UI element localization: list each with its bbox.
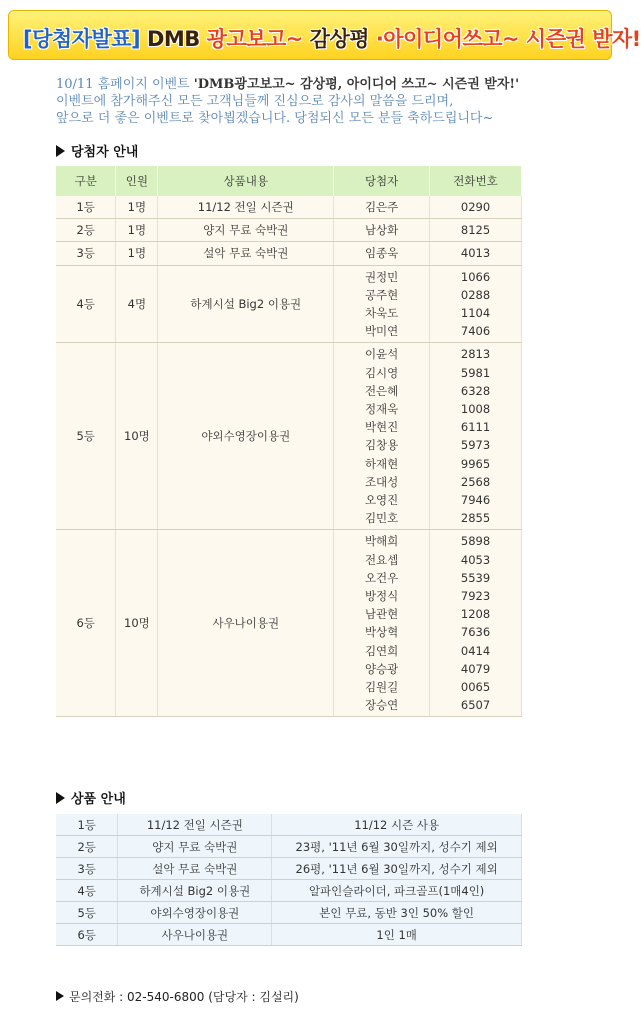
winner-name: 이윤석 bbox=[364, 347, 399, 362]
rank-cell: 5등 bbox=[56, 343, 116, 530]
winner-name: 김원길 bbox=[364, 680, 399, 695]
prize-cell: 야외수영장이용권 bbox=[158, 343, 334, 530]
count-cell: 1명 bbox=[116, 219, 158, 242]
prize-rank-cell: 5등 bbox=[56, 902, 118, 924]
triangle-bullet-icon bbox=[56, 145, 65, 157]
winner-phone: 5898 bbox=[460, 534, 491, 549]
winners-header-row bbox=[56, 166, 522, 196]
rank-cell: 2등 bbox=[56, 219, 116, 242]
winner-name: 박해희 bbox=[364, 534, 399, 549]
winner-phone: 4079 bbox=[460, 661, 491, 676]
winner-name: 권정민 bbox=[364, 269, 399, 284]
winner-phone: 1208 bbox=[460, 607, 491, 622]
prize-row bbox=[56, 836, 522, 858]
count-cell: 10명 bbox=[116, 343, 158, 530]
prize-cell: 11/12 전일 시즌권 bbox=[158, 196, 334, 219]
prize-note-cell: 알파인슬라이더, 파크골프(1매4인) bbox=[272, 880, 522, 902]
prize-cell: 설악 무료 숙박권 bbox=[158, 242, 334, 265]
winner-row bbox=[56, 530, 522, 717]
prize-heading-label: 상품 안내 bbox=[71, 792, 126, 807]
winners-heading bbox=[56, 141, 138, 160]
winner-phone: 1066 bbox=[460, 269, 491, 284]
prize-table-body bbox=[56, 814, 522, 946]
banner-part4: ·아이디어쓰고~ bbox=[375, 27, 520, 51]
prize-table bbox=[56, 814, 522, 946]
intro-line1 bbox=[56, 76, 596, 93]
winner-phone: 6111 bbox=[460, 420, 491, 435]
banner-part1: DMB bbox=[146, 27, 207, 51]
winner-name: 박현진 bbox=[364, 420, 399, 435]
intro-line1-prefix: 10/11 홈페이지 이벤트 bbox=[56, 77, 194, 92]
winner-phone: 7946 bbox=[460, 493, 491, 508]
prize-rank-cell: 1등 bbox=[56, 814, 118, 836]
winner-phones-cell bbox=[430, 530, 522, 717]
banner-part5: 시즌권 받자! bbox=[519, 27, 641, 51]
winner-phone: 8125 bbox=[460, 223, 491, 238]
winner-name: 오영진 bbox=[364, 493, 399, 508]
prize-row bbox=[56, 880, 522, 902]
winner-phone: 0414 bbox=[460, 643, 491, 658]
count-cell: 1명 bbox=[116, 242, 158, 265]
winner-phone: 4053 bbox=[460, 552, 491, 567]
winner-name: 남상화 bbox=[364, 223, 399, 238]
triangle-bullet-icon bbox=[56, 792, 65, 804]
winner-name: 양승광 bbox=[364, 661, 399, 676]
banner-part2: 광고보고~ bbox=[206, 27, 303, 51]
intro-event-title: 'DMB광고보고~ 감상평, 아이디어 쓰고~ 시즌권 받자!' bbox=[193, 77, 520, 92]
winner-phone: 1104 bbox=[460, 306, 491, 321]
prize-cell: 사우나이용권 bbox=[158, 530, 334, 717]
winner-name: 김시영 bbox=[364, 365, 399, 380]
winner-names-cell bbox=[334, 196, 430, 219]
winner-row bbox=[56, 242, 522, 265]
prize-row bbox=[56, 924, 522, 946]
prize-item-cell: 하계시설 Big2 이용권 bbox=[118, 880, 272, 902]
winner-name: 정재욱 bbox=[364, 402, 399, 417]
prize-note-cell: 본인 무료, 동반 3인 50% 할인 bbox=[272, 902, 522, 924]
winner-name: 김은주 bbox=[364, 200, 399, 214]
winner-name: 차욱도 bbox=[364, 306, 399, 321]
winner-phone: 5539 bbox=[460, 570, 491, 585]
header-winner: 당첨자 bbox=[334, 166, 430, 196]
prize-row bbox=[56, 902, 522, 924]
winner-phones-cell bbox=[430, 242, 522, 265]
winner-name: 공주현 bbox=[364, 287, 399, 302]
winner-phones-cell bbox=[430, 219, 522, 242]
prize-row bbox=[56, 814, 522, 836]
winner-phone: 1008 bbox=[460, 402, 491, 417]
header-rank: 구분 bbox=[56, 166, 116, 196]
header-phone: 전화번호 bbox=[430, 166, 522, 196]
winner-name: 김민호 bbox=[364, 511, 399, 526]
winner-row bbox=[56, 343, 522, 530]
prize-note-cell: 26평, '11년 6월 30일까지, 성수기 제외 bbox=[272, 858, 522, 880]
winner-phone: 5981 bbox=[460, 365, 491, 380]
triangle-bullet-icon bbox=[56, 991, 64, 1001]
prize-note-cell: 23평, '11년 6월 30일까지, 성수기 제외 bbox=[272, 836, 522, 858]
winner-phone: 9965 bbox=[460, 456, 491, 471]
winner-phone: 7636 bbox=[460, 625, 491, 640]
winner-names-cell bbox=[334, 219, 430, 242]
winner-name: 전요셉 bbox=[364, 552, 399, 567]
prize-note-cell: 1인 1매 bbox=[272, 924, 522, 946]
winner-row bbox=[56, 196, 522, 219]
intro-text bbox=[56, 76, 596, 127]
winner-phone: 7406 bbox=[460, 324, 491, 339]
prize-cell: 하계시설 Big2 이용권 bbox=[158, 265, 334, 343]
winner-phone: 2568 bbox=[460, 474, 491, 489]
winner-phone: 0288 bbox=[460, 287, 491, 302]
prize-item-cell: 11/12 전일 시즌권 bbox=[118, 814, 272, 836]
prize-cell: 양지 무료 숙박권 bbox=[158, 219, 334, 242]
contact-text: 문의전화 : 02-540-6800 (담당자 : 김설리) bbox=[69, 990, 299, 1004]
winner-name: 하재현 bbox=[364, 456, 399, 471]
winner-name: 박미연 bbox=[364, 324, 399, 339]
winner-name: 박상혁 bbox=[364, 625, 399, 640]
winner-name: 김창용 bbox=[364, 438, 399, 453]
winner-phone: 0065 bbox=[460, 680, 491, 695]
winner-phones-cell bbox=[430, 196, 522, 219]
rank-cell: 1등 bbox=[56, 196, 116, 219]
winner-names-cell bbox=[334, 242, 430, 265]
count-cell: 4명 bbox=[116, 265, 158, 343]
header-prize: 상품내용 bbox=[158, 166, 334, 196]
winner-phone: 6328 bbox=[460, 383, 491, 398]
winner-name: 남관현 bbox=[364, 607, 399, 622]
winner-name: 김연희 bbox=[364, 643, 399, 658]
winners-table-body bbox=[56, 196, 522, 717]
winner-row bbox=[56, 219, 522, 242]
winner-names-cell bbox=[334, 530, 430, 717]
prize-note-cell: 11/12 시즌 사용 bbox=[272, 814, 522, 836]
announcement-banner bbox=[8, 10, 641, 60]
prize-rank-cell: 6등 bbox=[56, 924, 118, 946]
winner-phones-cell bbox=[430, 343, 522, 530]
winner-phone: 2813 bbox=[460, 347, 491, 362]
prize-rank-cell: 4등 bbox=[56, 880, 118, 902]
prize-row bbox=[56, 858, 522, 880]
winner-name: 임종욱 bbox=[364, 246, 399, 261]
banner-title bbox=[23, 23, 641, 53]
winner-phone: 7923 bbox=[460, 589, 491, 604]
winners-heading-label: 당첨자 안내 bbox=[71, 145, 139, 160]
prize-item-cell: 사우나이용권 bbox=[118, 924, 272, 946]
winner-name: 조대성 bbox=[364, 474, 399, 489]
intro-line2: 이벤트에 참가해주신 모든 고객님들께 진심으로 감사의 말씀을 드리며, bbox=[56, 94, 454, 109]
winner-phone: 6507 bbox=[460, 698, 491, 713]
winner-name: 전은혜 bbox=[364, 383, 399, 398]
rank-cell: 6등 bbox=[56, 530, 116, 717]
count-cell: 1명 bbox=[116, 196, 158, 219]
winner-names-cell bbox=[334, 265, 430, 343]
prize-item-cell: 양지 무료 숙박권 bbox=[118, 836, 272, 858]
winner-row bbox=[56, 265, 522, 343]
header-count: 인원 bbox=[116, 166, 158, 196]
count-cell: 10명 bbox=[116, 530, 158, 717]
prize-item-cell: 설악 무료 숙박권 bbox=[118, 858, 272, 880]
winners-table bbox=[56, 166, 522, 717]
winner-name: 방정식 bbox=[364, 589, 399, 604]
rank-cell: 3등 bbox=[56, 242, 116, 265]
winner-phone: 2855 bbox=[460, 511, 491, 526]
prize-rank-cell: 3등 bbox=[56, 858, 118, 880]
winner-phones-cell bbox=[430, 265, 522, 343]
winner-name: 오건우 bbox=[364, 570, 399, 585]
winner-names-cell bbox=[334, 343, 430, 530]
banner-tag: [당첨자발표] bbox=[23, 27, 141, 51]
prize-heading bbox=[56, 788, 126, 807]
rank-cell: 4등 bbox=[56, 265, 116, 343]
intro-line3: 앞으로 더 좋은 이벤트로 찾아뵙겠습니다. 당첨되신 모든 분들 축하드립니다~ bbox=[56, 111, 494, 126]
contact-info bbox=[56, 988, 299, 1005]
winner-phone: 0290 bbox=[460, 200, 491, 214]
winner-phone: 5973 bbox=[460, 438, 491, 453]
winner-phone: 4013 bbox=[460, 246, 491, 261]
prize-item-cell: 야외수영장이용권 bbox=[118, 902, 272, 924]
prize-rank-cell: 2등 bbox=[56, 836, 118, 858]
winner-name: 장승연 bbox=[364, 698, 399, 713]
banner-part3: 감상평 bbox=[302, 27, 376, 51]
